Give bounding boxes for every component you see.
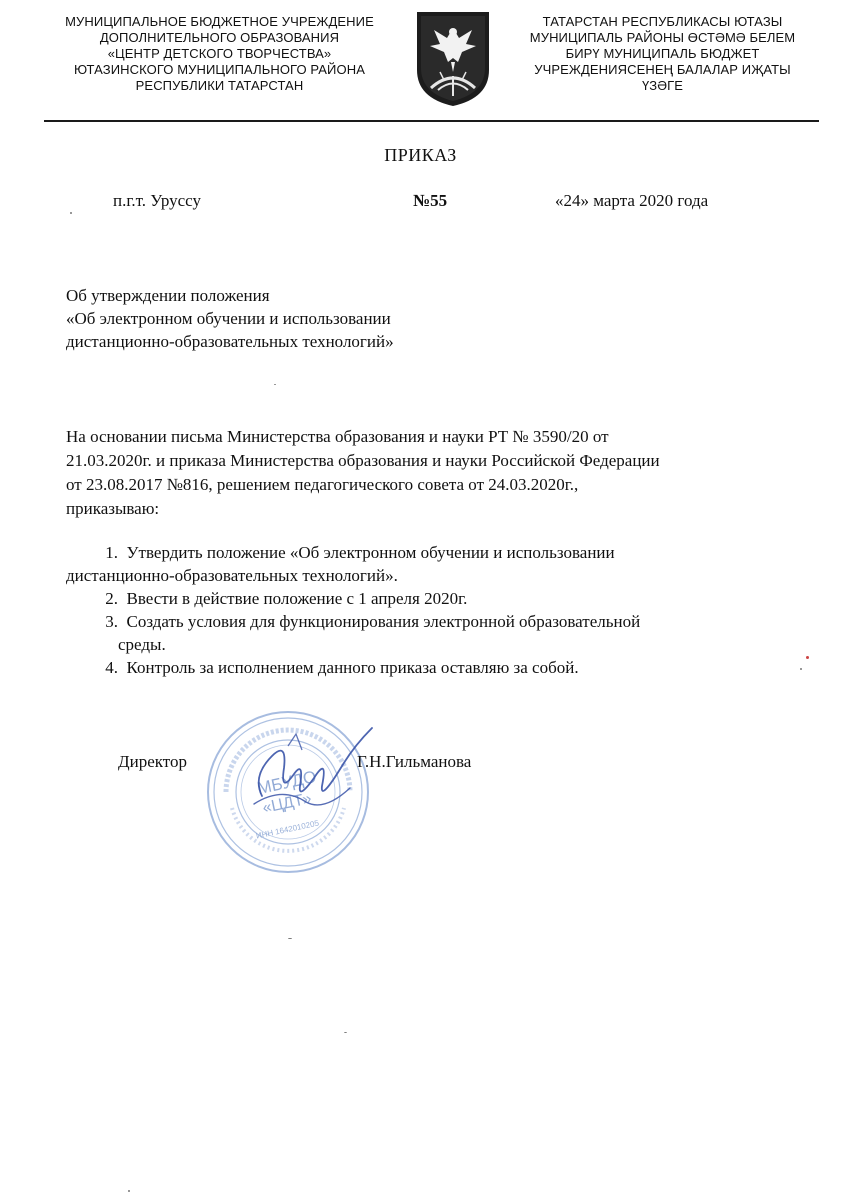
header-left-line: ДОПОЛНИТЕЛЬНОГО ОБРАЗОВАНИЯ: [99, 30, 340, 45]
scan-speck: [274, 384, 276, 385]
order-text-continuation: среды.: [118, 635, 166, 654]
basis-line: приказываю:: [66, 499, 160, 518]
order-number: 1.: [105, 543, 118, 562]
handwritten-signature-icon: [232, 716, 377, 816]
signatory-name: Г.Н.Гильманова: [357, 752, 472, 771]
header-left-line: «ЦЕНТР ДЕТСКОГО ТВОРЧЕСТВА»: [107, 46, 332, 61]
document-subject: [66, 284, 394, 353]
order-item: [66, 587, 786, 610]
basis-line: от 23.08.2017 №816, решением педагогического совета от 24.03.2020г.,: [66, 475, 579, 494]
order-item: [66, 656, 786, 679]
subject-line: «Об электронном обучении и использовании: [66, 309, 391, 328]
seal-inn-text: ИНН 1642010205: [255, 818, 320, 841]
signatory-role: Директор: [118, 752, 187, 771]
header-right-line: МУНИЦИПАЛЬ РАЙОНЫ ӨСТӘМӘ БЕЛЕМ: [529, 30, 796, 45]
basis-paragraph: [66, 425, 786, 521]
orders-list: [66, 541, 786, 679]
order-item: [66, 541, 786, 564]
header-left-block: [42, 14, 397, 94]
header-right-block: [500, 14, 825, 94]
header-right-line: ТАТАРСТАН РЕСПУБЛИКАСЫ ЮТАЗЫ: [542, 14, 783, 29]
header-divider: [44, 120, 819, 122]
scan-speck: [344, 1032, 347, 1033]
header-left-line: ЮТАЗИНСКОГО МУНИЦИПАЛЬНОГО РАЙОНА: [74, 62, 365, 77]
order-number: 2.: [105, 589, 118, 608]
header-left-line: МУНИЦИПАЛЬНОЕ БЮДЖЕТНОЕ УЧРЕЖДЕНИЕ: [65, 14, 374, 29]
scan-speck: [806, 656, 809, 659]
scan-speck: [800, 668, 802, 670]
subject-line: Об утверждении положения: [66, 286, 270, 305]
header-right-line: УЧРЕЖДЕНИЯСЕНЕҢ БАЛАЛАР ИҖАТЫ: [534, 62, 791, 77]
order-number: 4.: [105, 658, 118, 677]
document-title: ПРИКАЗ: [384, 145, 457, 165]
subject-line: дистанционно-образовательных технологий»: [66, 332, 394, 351]
order-item: [66, 610, 786, 633]
order-number: 3.: [105, 612, 118, 631]
scan-speck: [70, 212, 72, 214]
basis-line: На основании письма Министерства образования и науки РТ № 3590/20 от: [66, 427, 609, 446]
header-right-line: БИРҮ МУНИЦИПАЛЬ БЮДЖЕТ: [565, 46, 760, 61]
order-text: Контроль за исполнением данного приказа оставляю за собой.: [126, 658, 579, 677]
order-text: Ввести в действие положение с 1 апреля 2020г.: [126, 589, 468, 608]
scan-speck: [288, 938, 292, 939]
order-text: Создать условия для функционирования электронной образовательной: [126, 612, 641, 631]
basis-line: 21.03.2020г. и приказа Министерства образования и науки Российской Федерации: [66, 451, 660, 470]
document-place: п.г.т. Уруссу: [113, 191, 201, 210]
seal-center-text-2: «ЦДТ»: [261, 790, 314, 818]
document-number: №55: [413, 191, 448, 210]
document-date: «24» марта 2020 года: [555, 191, 709, 210]
order-text: Утвердить положение «Об электронном обучении и использовании: [126, 543, 615, 562]
district-coat-of-arms-icon: [414, 10, 492, 108]
seal-center-text: МБУДО: [255, 767, 319, 799]
order-text-continuation: дистанционно-образовательных технологий».: [66, 566, 398, 585]
scan-speck: [128, 1190, 130, 1192]
header-left-line: РЕСПУБЛИКИ ТАТАРСТАН: [135, 78, 304, 93]
header-right-line: ҮЗӘГЕ: [641, 78, 684, 93]
